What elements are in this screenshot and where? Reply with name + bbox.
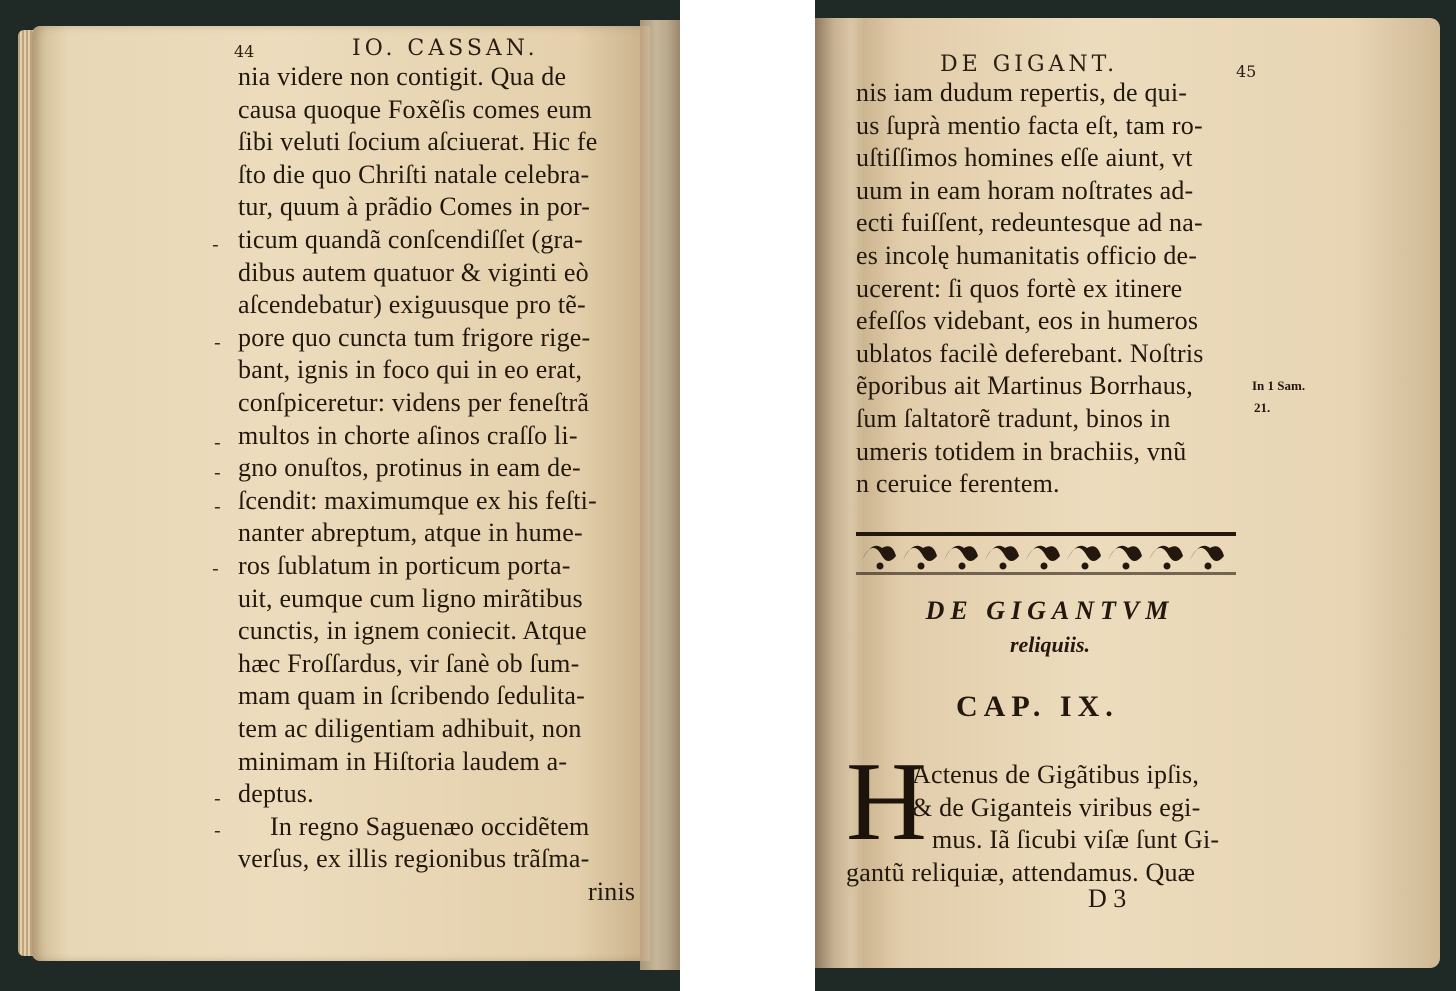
text-line: rinis	[588, 877, 636, 906]
ornament-dot-icon	[1041, 563, 1048, 570]
marginal-note-reference: In 1 Sam.	[1252, 378, 1306, 393]
text-line: uſtiſſimos homines eſſe aiunt, vt	[856, 143, 1193, 173]
text-line: deptus.	[238, 779, 314, 809]
text-line: us ſuprà mentio facta eſt, tam ro-	[856, 110, 1203, 140]
text-line: causa quoque Foxẽſis comes eum	[238, 94, 593, 124]
text-line: ucerent: ſi quos fortè ex itinere	[856, 273, 1183, 303]
text-line: ros ſublatum in porticum porta-	[238, 551, 571, 580]
text-line: Actenus de Gigãtibus ipſis,	[912, 760, 1200, 789]
left-page-panel	[0, 0, 680, 991]
text-line: ticum quandã conſcendiſſet (gra-	[238, 225, 583, 254]
margin-mark: -	[214, 786, 221, 810]
text-line: gno onuſtos, protinus in eam de-	[238, 453, 581, 483]
text-line: verſus, ex illis regionibus trãſma-	[238, 844, 590, 874]
text-line: hæc Froſſardus, vir ſanè ob ſum-	[238, 648, 580, 678]
text-line: ẽporibus ait Martinus Borrhaus,	[856, 371, 1193, 401]
margin-mark: -	[214, 460, 221, 484]
text-line: ſcendit: maximumque ex his feſti-	[238, 485, 597, 515]
drop-cap: H	[846, 740, 927, 864]
ornament-dot-icon	[959, 563, 966, 570]
ornament-leaf-icon	[1108, 546, 1142, 561]
ornament-dot-icon	[1082, 563, 1089, 570]
left-running-head: IO. CASSAN.	[352, 36, 539, 61]
text-line: In regno Saguenæo occidẽtem	[270, 811, 590, 841]
text-line: es incolę humanitatis officio de-	[856, 241, 1198, 270]
ornament-leaf-icon	[862, 546, 896, 561]
text-line: nis iam dudum repertis, de qui-	[856, 78, 1188, 107]
margin-mark: -	[214, 494, 221, 518]
ornament-leaf-icon	[1026, 546, 1060, 561]
ornament-dot-icon	[1000, 563, 1007, 570]
text-line: cunctis, in ignem coniecit. Atque	[238, 616, 587, 646]
ornament-dot-icon	[1205, 563, 1212, 570]
ornament-leaf-icon	[1149, 546, 1183, 561]
ornament-leaf-icon	[903, 546, 937, 561]
text-line: tem ac diligentiam adhibuit, non	[238, 714, 582, 743]
right-running-head: DE GIGANT.	[940, 52, 1119, 77]
text-line: nanter abreptum, atque in hume-	[238, 518, 583, 548]
text-line: ublatos facilè deferebant. Noſtris	[856, 338, 1204, 368]
ornament-leaf-icon	[985, 546, 1019, 561]
text-line: bant, ignis in foco qui in eo erat,	[238, 355, 583, 385]
ornament-dot-icon	[877, 563, 884, 570]
margin-mark: -	[212, 556, 219, 580]
text-line: dibus autem quatuor & viginti eò	[238, 257, 589, 287]
text-line: minimam in Hiſtoria laudem a-	[238, 746, 568, 776]
text-line: mus. Iã ſicubi viſæ ſunt Gi-	[932, 825, 1220, 855]
ornament-dot-icon	[1164, 563, 1171, 570]
margin-mark: -	[212, 232, 219, 256]
text-line: uum in eam horam noſtrates ad-	[856, 175, 1194, 205]
text-line: conſpiceretur: videns per feneſtrã	[238, 388, 590, 417]
text-line: pore quo cuncta tum frigore rige-	[238, 322, 591, 352]
text-line: multos in chorte aſinos craſſo li-	[238, 420, 578, 450]
ornament-dot-icon	[918, 563, 925, 570]
text-line: & de Giganteis viribus egi-	[912, 792, 1201, 822]
signature-mark: D 3	[1088, 884, 1127, 913]
margin-mark: -	[214, 330, 221, 354]
text-line: ſum ſaltatorẽ tradunt, binos in	[856, 404, 1171, 433]
text-line: efeſſos videbant, eos in humeros	[856, 306, 1199, 336]
ornament-dot-icon	[1123, 563, 1130, 570]
text-line: ſibi veluti ſocium aſciuerat. Hic fe	[238, 127, 598, 157]
ornament-leaf-icon	[1190, 546, 1224, 561]
text-line: ecti fuiſſent, redeuntesque ad na-	[856, 208, 1203, 238]
right-folio: 45	[1236, 62, 1257, 81]
chapter-heading: CAP. IX.	[956, 690, 1119, 723]
left-folio: 44	[234, 42, 255, 61]
text-line: uit, eumque cum ligno mirãtibus	[238, 583, 583, 613]
margin-mark: -	[214, 818, 221, 842]
section-title: DE GIGANTVM	[925, 596, 1175, 625]
text-line: umeris totidem in brachiis, vnũ	[856, 436, 1187, 466]
text-line: ſto die quo Chriſti natale celebra-	[238, 159, 590, 189]
ornament-leaf-icon	[944, 546, 978, 561]
marginal-note-reference-line2: 21.	[1254, 400, 1271, 415]
left-gutter	[640, 20, 680, 970]
margin-mark: -	[214, 430, 221, 454]
text-line: tur, quum à prãdio Comes in por-	[238, 192, 591, 222]
text-line: aſcendebatur) exiguusque pro tẽ-	[238, 290, 586, 320]
text-line: gantũ reliquiæ, attendamus. Quæ	[846, 857, 1196, 887]
text-line: mam quam in ſcribendo ſedulita-	[238, 681, 585, 711]
ornament-band-icon	[856, 530, 1236, 578]
section-subtitle: reliquiis.	[1009, 632, 1091, 657]
text-line: nia videre non contigit. Qua de	[238, 62, 567, 91]
text-line: n ceruice ferentem.	[856, 469, 1060, 499]
ornament-leaf-icon	[1067, 546, 1101, 561]
